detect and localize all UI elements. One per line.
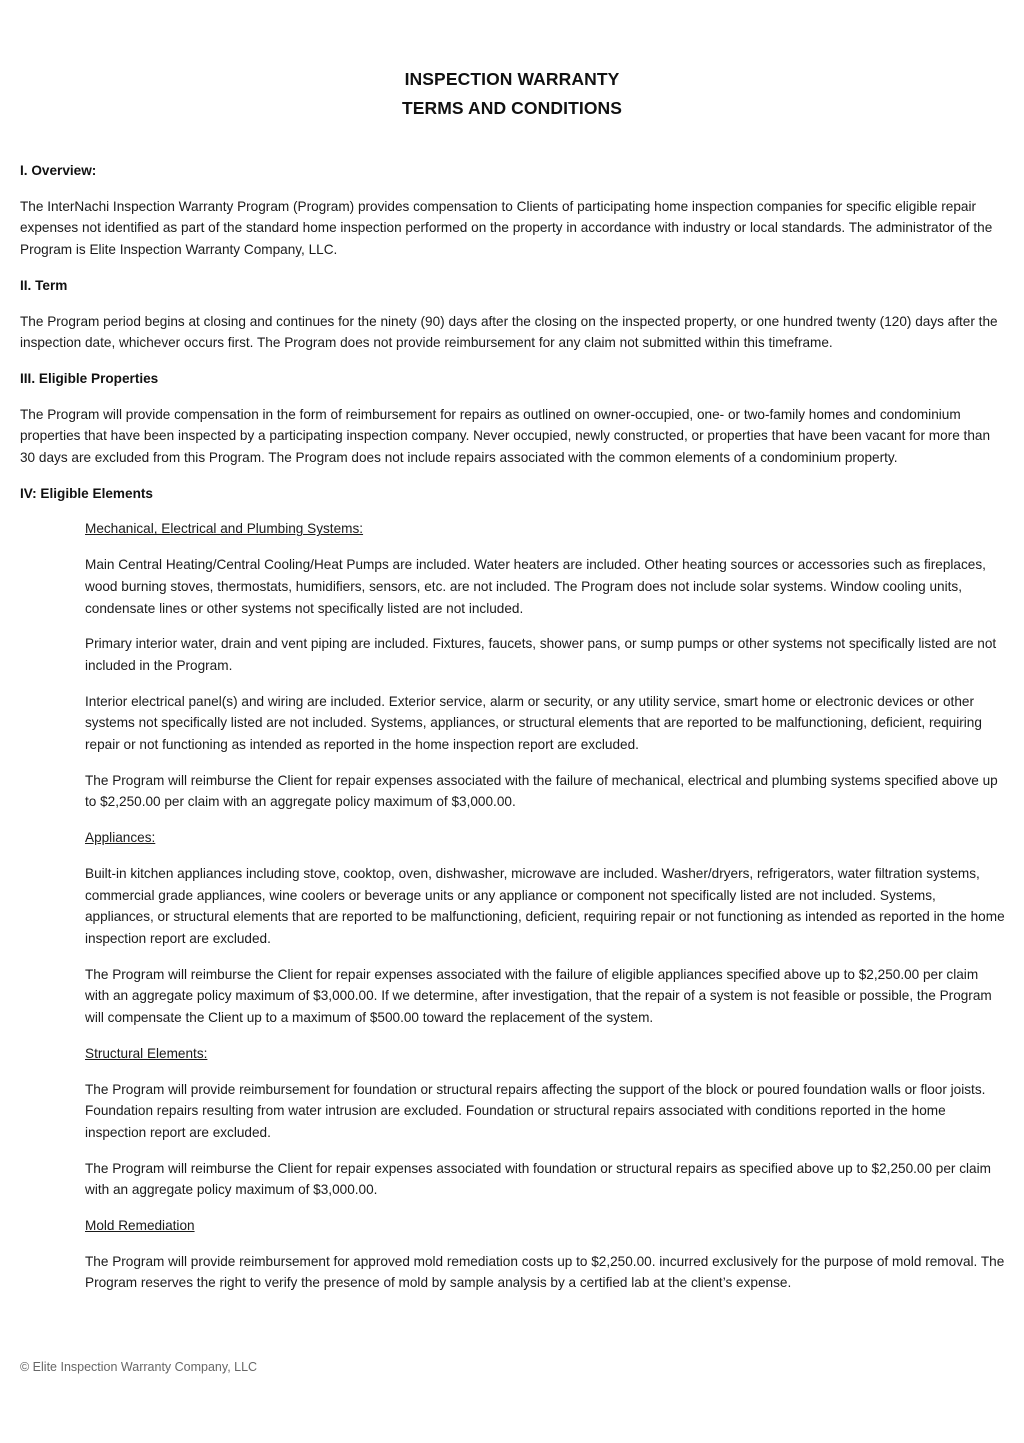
mep-paragraph-3: Interior electrical panel(s) and wiring are included. Exterior service, alarm or security, or any utility service, smart home or electronic devices or other systems not specifically listed are not included. Systems, appliances, or structural elements that are reported to be malfunctioning, deficient, requiring repair or not functioning as intended as reported in the home inspection report are excluded. xyxy=(85,693,982,753)
eligible-elements-heading: IV: Eligible Elements xyxy=(20,485,153,501)
eligible-properties-heading: III. Eligible Properties xyxy=(20,370,159,386)
mep-paragraph-2: Primary interior water, drain and vent piping are included. Fixtures, faucets, shower pans, or sump pumps or other systems not specifically listed are not included in the Program. xyxy=(85,636,997,673)
overview-paragraph: The InterNachi Inspection Warranty Program (Program) provides compensation to Clients of participating home inspection companies for specific eligible repair expenses not identified as part of the standard home inspection performed on the property in accordance with industry or local standards. The administrator of the Program is Elite Inspection Warranty Company, LLC. xyxy=(20,198,993,258)
copyright-footer: © Elite Inspection Warranty Company, LLC xyxy=(20,1360,258,1374)
structural-paragraph-1: The Program will provide reimbursement for foundation or structural repairs affecting the support of the block or poured foundation walls or floor joists. Foundation repairs resulting from water intrusion are excluded. Foundation or structural repairs associated with conditions reported in the home inspection report are excluded. xyxy=(85,1081,986,1140)
term-paragraph: The Program period begins at closing and continues for the ninety (90) days after the closing on the inspected property, or one hundred twenty (120) days after the inspection date, whichever occurs first. The Program does not provide reimbursement for any claim not submitted within this timeframe. xyxy=(20,313,998,351)
eligible-properties-paragraph: The Program will provide compensation in the form of reimbursement for repairs as outlined on owner-occupied, one- or two-family homes and condominium properties that have been inspected by a participating inspection company. Never occupied, newly constructed, or properties that have been vacant for more than 30 days are excluded from this Program. The Program does not include repairs associated with the common elements of a condominium property. xyxy=(20,406,991,466)
overview-heading: I. Overview: xyxy=(20,163,97,178)
appliances-paragraph-2: The Program will reimburse the Client for repair expenses associated with the failure of eligible appliances specified above up to $2,250.00 per claim with an aggregate policy maximum of $3,000.00. If we determine, after investigation, that the repair of a system is not feasible or possible, the Program will compensate the Client up to a maximum of $500.00 toward the replacement of the system. xyxy=(85,966,992,1026)
mold-paragraph-1: The Program will provide reimbursement for approved mold remediation costs up to $2,250.00. incurred exclusively for the purpose of mold removal. The Program reserves the right to verify the presence of mold by sample analysis by a certified lab at the client’s expense. xyxy=(85,1253,1005,1291)
term-heading: II. Term xyxy=(20,277,68,293)
document-title-line-2: TERMS AND CONDITIONS xyxy=(401,98,623,118)
mep-subheading: Mechanical, Electrical and Plumbing Systems: xyxy=(85,521,364,537)
mep-paragraph-1: Main Central Heating/Central Cooling/Heat Pumps are included. Water heaters are included. Other heating sources or accessories such as fireplaces, wood burning stoves, thermostats, humidifiers, sensors, etc. are not included. The Program does not include solar systems. Window cooling units, condensate lines or other systems not specifically listed are not included. xyxy=(85,557,986,616)
structural-subheading: Structural Elements: xyxy=(85,1045,208,1061)
appliances-paragraph-1: Built-in kitchen appliances including stove, cooktop, oven, dishwasher, microwave are included. Washer/dryers, refrigerators, water filtration systems, commercial grade appliances, wine coolers or beverage units or any appliance or component not specifically listed are not included. Systems, appliances, or structural elements that are reported to be malfunctioning, deficient, requiring repair or not functioning as intended as reported in the home inspection report are excluded. xyxy=(85,865,1005,946)
document-body xyxy=(20,160,1005,1308)
mep-paragraph-4: The Program will reimburse the Client for repair expenses associated with the failure of mechanical, electrical and plumbing systems specified above up to $2,250.00 per claim with an aggregate policy maximum of $3,000.00. xyxy=(85,772,998,810)
appliances-subheading: Appliances: xyxy=(85,830,156,846)
structural-paragraph-2: The Program will reimburse the Client for repair expenses associated with foundation or structural repairs as specified above up to $2,250.00 per claim with an aggregate policy maximum of $3,000.00. xyxy=(85,1160,991,1198)
document-title-line-1: INSPECTION WARRANTY xyxy=(404,69,620,89)
mold-subheading: Mold Remediation xyxy=(85,1218,195,1234)
